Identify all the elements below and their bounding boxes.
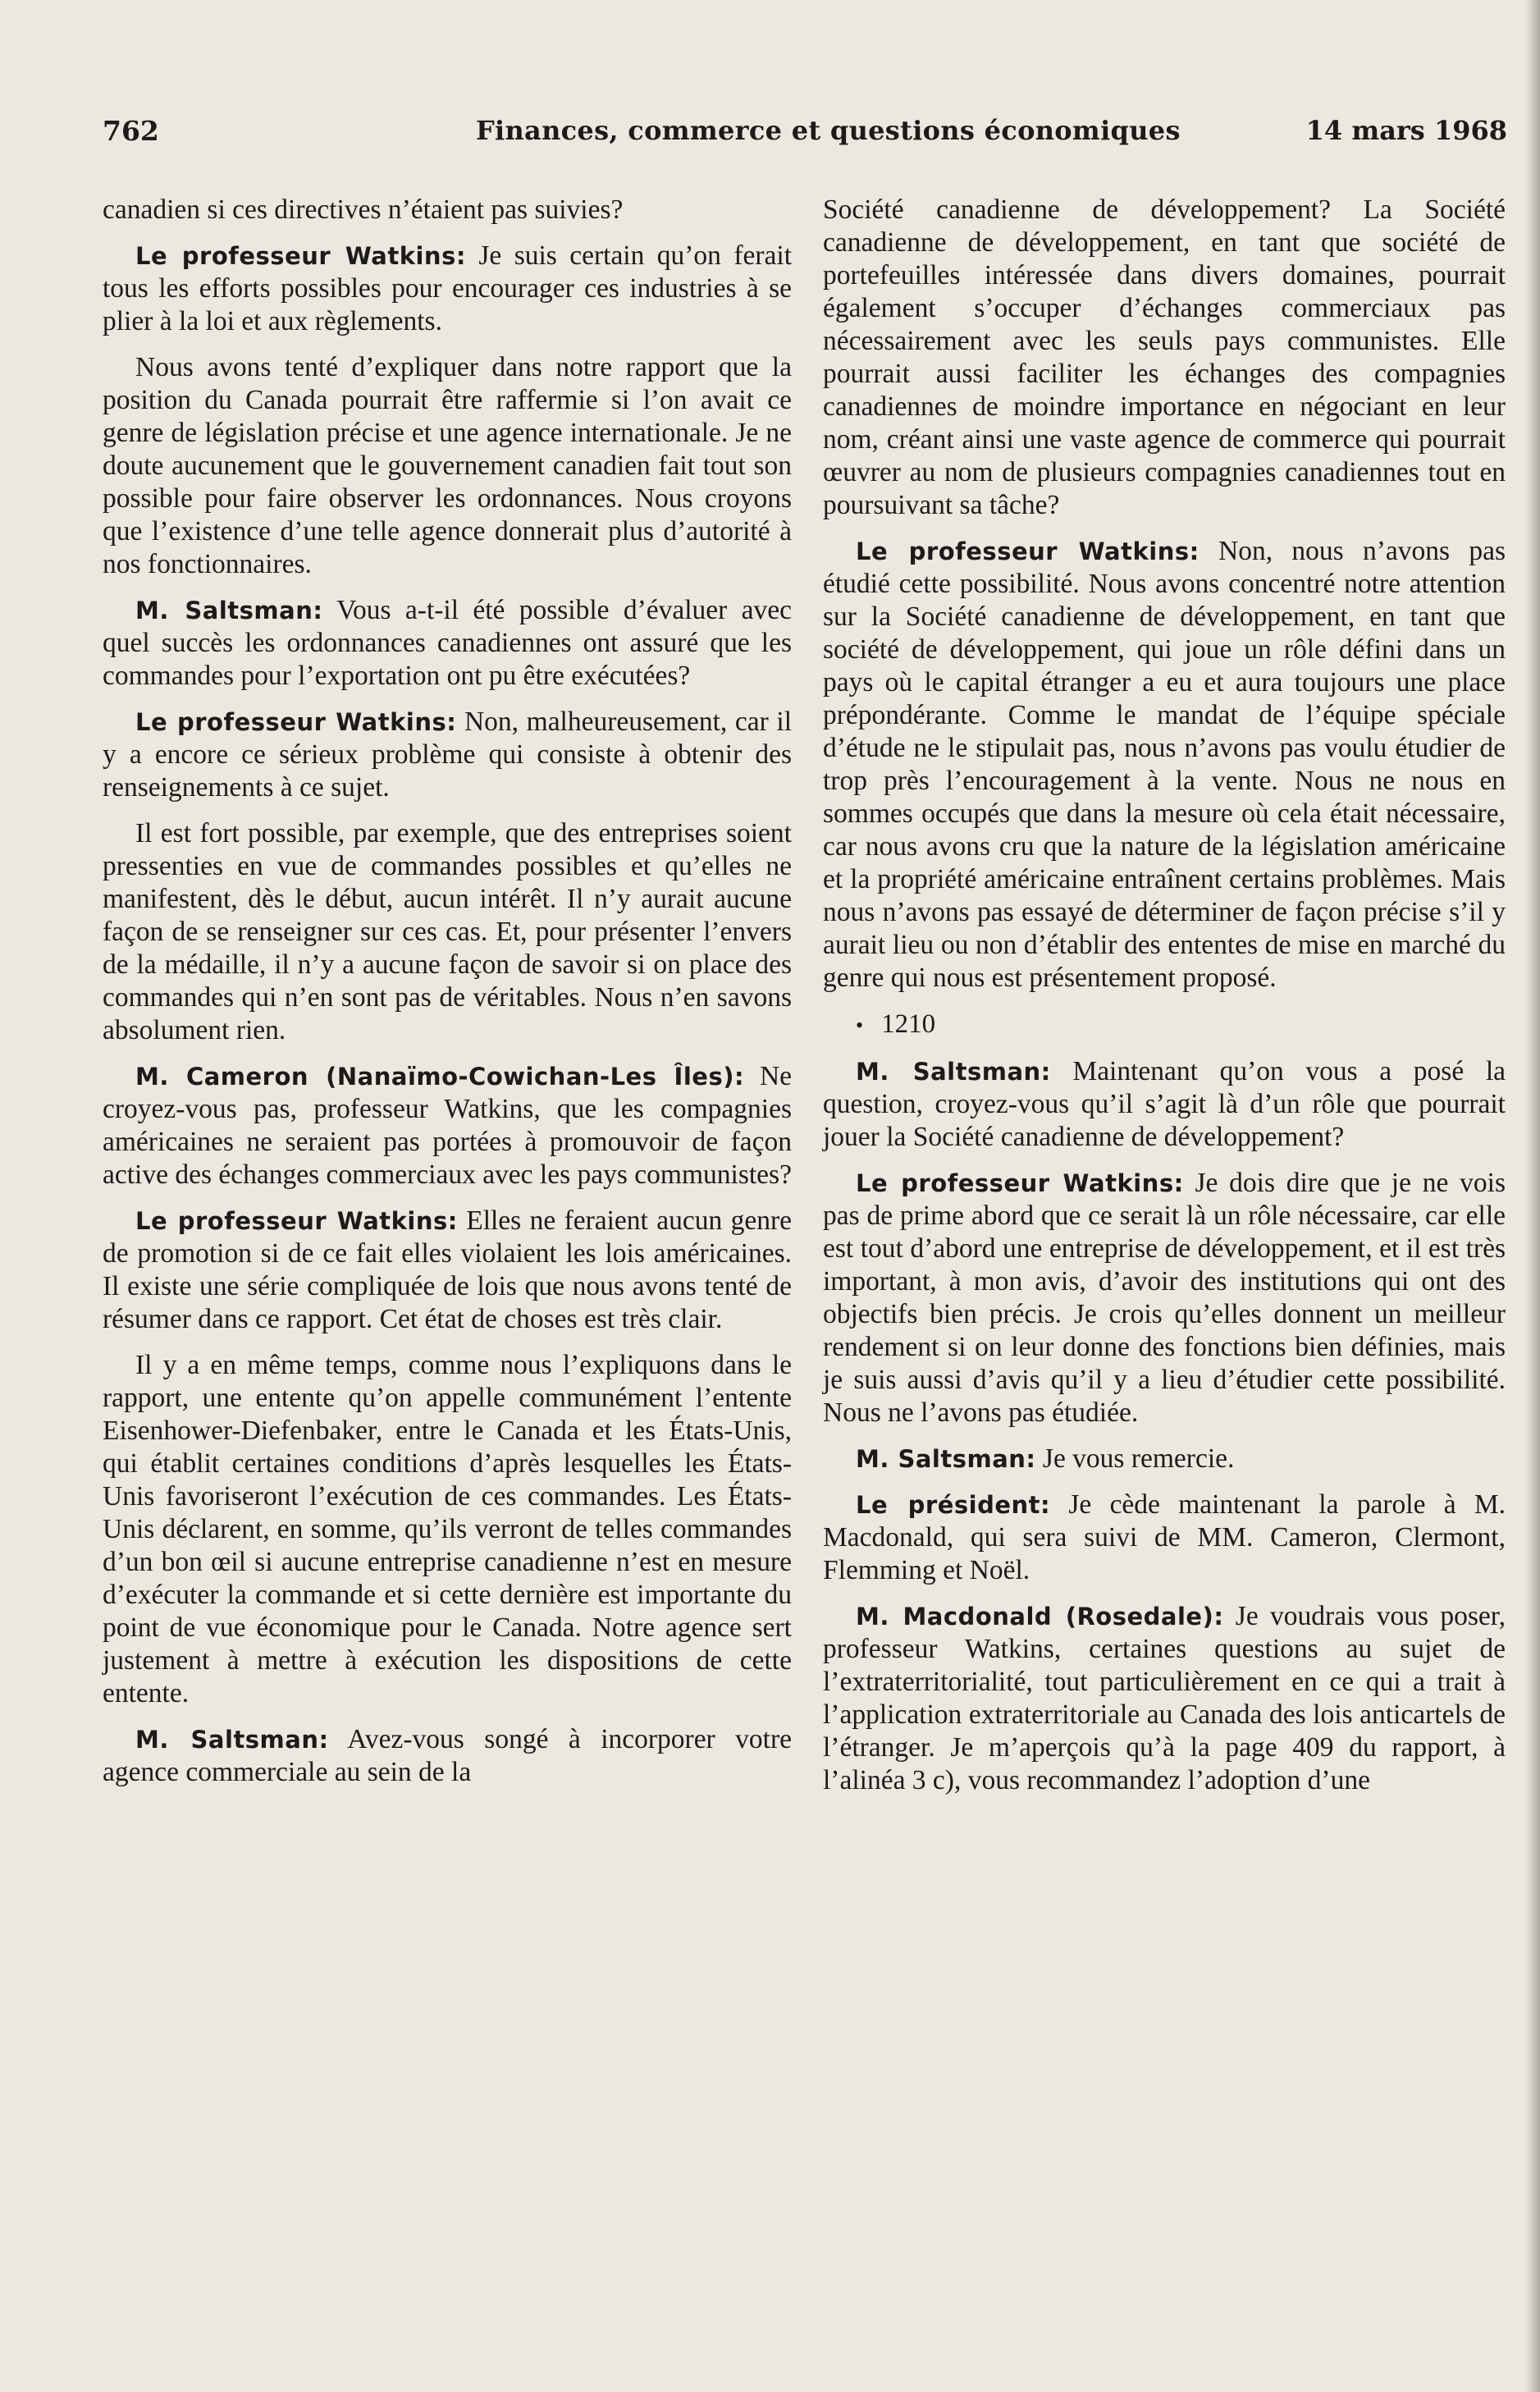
speaker-name: Le professeur Watkins: — [135, 1207, 458, 1235]
paragraph — [103, 817, 792, 1047]
left-column — [103, 194, 792, 1802]
paragraph-text: Je dois dire que je ne vois pas de prime abord que ce serait là un rôle nécessaire, car elle est tout d’abord une entreprise de développement, et il est très important, à mon avis, d’avoir des institutions qui ont des objectifs bien précis. Je crois qu’elles donnent un meilleur rendement si on leur donne des fonctions bien définies, mais je suis aussi d’avis qu’il y a lieu d’étudier cette possibilité. Nous ne l’avons pas étudiée. — [823, 1168, 1506, 1428]
speaker-name: M. Saltsman: — [135, 597, 323, 624]
speech-paragraph — [103, 1205, 792, 1336]
paragraph-text: Je cède maintenant la parole à M. Macdonald, qui sera suivi de MM. Cameron, Clermont, Flemming et Noël. — [823, 1489, 1506, 1585]
paragraph — [103, 351, 792, 581]
paragraph-text: Nous avons tenté d’expliquer dans notre rapport que la position du Canada pourrait être raffermie si l’on avait ce genre de législation précise et une agence internationale. Je ne doute aucunement que le gouvernement canadien fait tout son possible pour faire observer les ordonnances. Nous croyons que l’existence d’une telle agence donnerait plus d’autorité à nos fonctionnaires. — [103, 352, 792, 579]
speaker-name: Le président: — [856, 1491, 1051, 1519]
time-marker-text: 1210 — [881, 1009, 936, 1039]
paragraph-text: Je voudrais vous poser, professeur Watkins, certaines questions au sujet de l’extraterritorialité, tout particulièrement en ce qui a trait à l’application extraterritoriale au Canada des lois anticartels de l’étranger. Je m’aperçois qu’à la page 409 du rapport, à l’alinéa 3 c), vous recommandez l’adoption d’une — [823, 1601, 1506, 1795]
paragraph-text: Je vous remercie. — [1042, 1443, 1235, 1474]
speaker-name: M. Saltsman: — [856, 1445, 1036, 1473]
paragraph-text: Non, nous n’avons pas étudié cette possibilité. Nous avons concentré notre attention sur la Société canadienne de développement, en tant que société de développement, qui joue un rôle défini dans un pays où le capital étranger a eu et aura toujours une place prépondérante. Comme le mandat de l’équipe spéciale d’étude ne le stipulait pas, nous n’avons pas voulu étudier de trop près l’encouragement à la vente. Nous ne nous en sommes occupés que dans la mesure où cela était nécessaire, car nous avons cru que la nature de la législation américaine et la propriété américaine entraînent certains problèmes. Mais nous n’avons pas essayé de déterminer de façon précise s’il y aurait lieu ou non d’établir des ententes de mise en marché du genre qui nous est présentement proposé. — [823, 536, 1506, 993]
continued-paragraph — [823, 194, 1506, 522]
paragraph-text: Vous a-t-il été possible d’évaluer avec quel succès les ordonnances canadiennes ont assuré que les commandes pour l’exportation ont pu être exécutées? — [103, 595, 792, 691]
speaker-name: Le professeur Watkins: — [135, 708, 457, 736]
speech-paragraph — [103, 706, 792, 804]
speech-paragraph — [823, 1600, 1506, 1797]
speaker-name: M. Macdonald (Rosedale): — [856, 1603, 1224, 1630]
speaker-name: M. Cameron (Nanaïmo-Cowichan-Les Îles): — [135, 1063, 745, 1091]
speech-paragraph — [823, 535, 1506, 995]
page-edge-shadow — [1525, 0, 1540, 2392]
speaker-name: M. Saltsman: — [856, 1058, 1051, 1086]
speech-paragraph — [103, 240, 792, 338]
speaker-name: M. Saltsman: — [135, 1726, 329, 1754]
speaker-name: Le professeur Watkins: — [135, 242, 466, 270]
paragraph-text: canadien si ces directives n’étaient pas suivies? — [103, 194, 624, 225]
paragraph — [103, 1349, 792, 1710]
right-column — [823, 194, 1506, 1810]
time-marker — [856, 1008, 1506, 1042]
paragraph-text: Ne croyez-vous pas, professeur Watkins, que les compagnies américaines ne seraient pas portées à promouvoir de façon active des échanges commerciaux avec les pays communistes? — [103, 1061, 792, 1190]
paragraph-text: Non, malheureusement, car il y a encore ce sérieux problème qui consiste à obtenir des renseignements à ce sujet. — [103, 707, 792, 803]
paragraph-text: Il y a en même temps, comme nous l’expliquons dans le rapport, une entente qu’on appelle communément l’entente Eisenhower-Diefenbaker, entre le Canada et les États-Unis, qui établit certaines conditions d’après lesquelles les États-Unis favoriseront l’exécution de ces commandes. Les États-Unis déclarent, en somme, qu’ils verront de telles commandes d’un bon œil si aucune entreprise canadienne n’est en mesure d’exécuter la commande et si cette dernière est importante du point de vue économique pour le Canada. Notre agence sert justement à mettre à exécution les dispositions de cette entente. — [103, 1350, 792, 1708]
speaker-name: Le professeur Watkins: — [856, 537, 1200, 565]
speaker-name: Le professeur Watkins: — [856, 1169, 1184, 1197]
paragraph-text: Je suis certain qu’on ferait tous les efforts possibles pour encourager ces industries à se plier à la loi et aux règlements. — [103, 240, 793, 336]
speech-paragraph — [103, 1723, 792, 1789]
page-header — [103, 115, 1507, 164]
speech-paragraph — [103, 594, 792, 693]
speech-paragraph — [823, 1489, 1506, 1587]
paragraph-text: Avez-vous songé à incorporer votre agence commerciale au sein de la — [103, 1724, 792, 1787]
paragraph-text: Société canadienne de développement? La Société canadienne de développement, en tant que société de portefeuilles intéressée dans divers domaines, pourrait également s’occuper d’échanges commerciaux pas nécessairement avec les seuls pays communistes. Elle pourrait aussi faciliter les échanges des compagnies canadiennes de moindre importance en négociant en leur nom, créant ainsi une vaste agence de commerce qui pourrait œuvrer au nom de plusieurs compagnies canadiennes tout en poursuivant sa tâche? — [823, 194, 1506, 520]
speech-paragraph — [823, 1055, 1506, 1154]
paragraph-text: Il est fort possible, par exemple, que des entreprises soient pressenties en vue de commandes possibles et qu’elles ne manifestent, dès le début, aucun intérêt. Il n’y aurait aucune façon de se renseigner sur ces cas. Et, pour présenter l’envers de la médaille, il n’y a aucune façon de savoir si on place des commandes qui n’en sont pas de véritables. Nous n’en savons absolument rien. — [103, 818, 792, 1045]
page-number: 762 — [103, 115, 159, 147]
continued-paragraph — [103, 194, 792, 226]
running-title: Finances, commerce et questions économiques — [476, 115, 1181, 146]
bullet-icon: • — [856, 1013, 864, 1037]
speech-paragraph — [823, 1443, 1506, 1475]
speech-paragraph — [823, 1167, 1506, 1429]
page-date: 14 mars 1968 — [1305, 115, 1507, 146]
paragraph-text: Maintenant qu’on vous a posé la question, croyez-vous qu’il s’agit là d’un rôle que pourrait jouer la Société canadienne de développement? — [823, 1056, 1506, 1152]
paragraph-text: Elles ne feraient aucun genre de promotion si de ce fait elles violaient les lois américaines. Il existe une série compliquée de lois que nous avons tenté de résumer dans ce rapport. Cet état de choses est très clair. — [103, 1205, 792, 1334]
speech-paragraph — [103, 1060, 792, 1191]
